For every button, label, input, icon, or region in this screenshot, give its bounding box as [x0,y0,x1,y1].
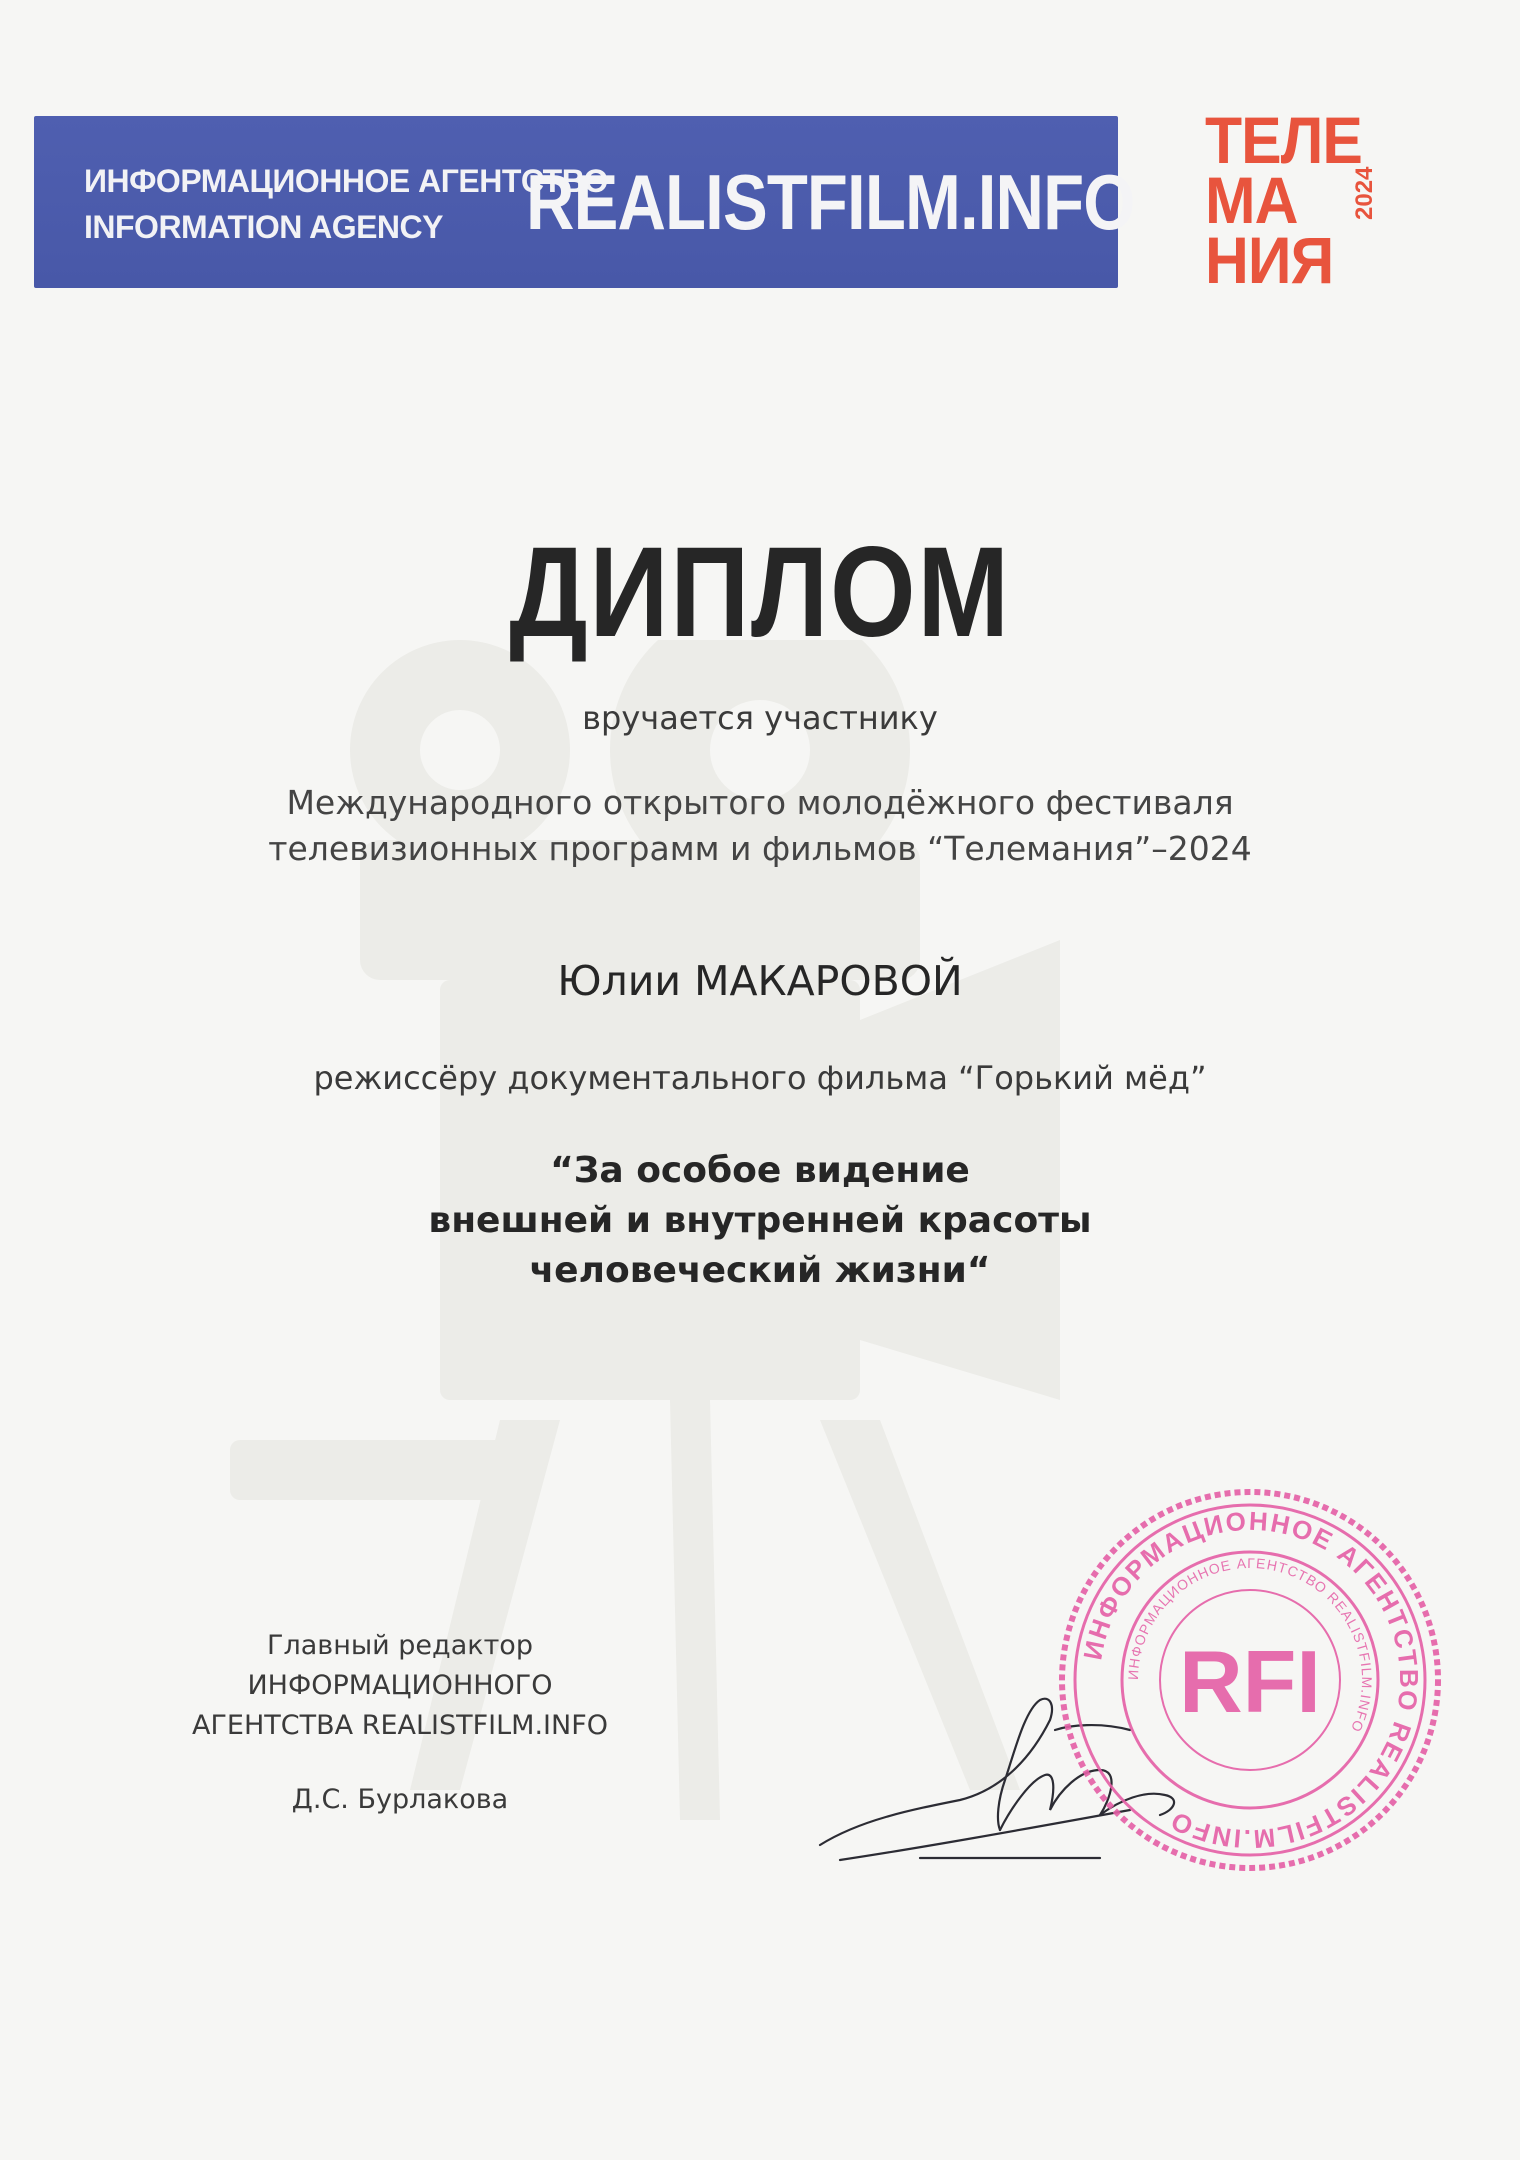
agency-banner [34,116,1135,288]
signatory-position-line-3: АГЕНТСТВА REALISTFILM.INFO [192,1710,608,1741]
telemania-logo-line-1: ТЕЛЕ [1205,103,1363,177]
agency-name-ru: ИНФОРМАЦИОННОЕ АГЕНТСТВО [84,163,608,199]
signatory-position-line-1: Главный редактор [267,1630,533,1661]
signatory-position [140,1626,660,1746]
agency-brand: REALISTFILM.INFO [526,158,1135,246]
telemania-logo-year: 2024 [1351,166,1378,220]
festival-line-1: Международного открытого молодёжного фестиваля [286,783,1234,822]
award-line-2: внешней и внутренней красоты [428,1200,1092,1241]
award-text [0,1146,1520,1296]
telemania-logo-line-3: НИЯ [1205,223,1334,297]
rfi-seal-stamp [1050,1480,1450,1880]
diploma-subtitle: вручается участнику [582,699,938,737]
telemania-logo-line-2: МА [1205,163,1298,237]
recipient-name: Юлии МАКАРОВОЙ [557,957,963,1005]
diploma-title: ДИПЛОМ [509,521,1011,664]
festival-description [0,780,1520,872]
agency-name-en: INFORMATION AGENCY [84,209,443,245]
seal-center-text: RFI [1179,1632,1321,1731]
signatory-name: Д.С. Бурлакова [291,1784,509,1815]
award-line-1: “За особое видение [550,1150,970,1191]
seal-inner-text: ИНФОРМАЦИОННОЕ АГЕНТСТВО REALISTFILM.INFO [1124,1554,1376,1736]
award-line-3: человеческий жизни“ [529,1250,991,1291]
seal-outer-text: ИНФОРМАЦИОННОЕ АГЕНТСТВО REALISTFILM.INFO [1077,1505,1425,1855]
signatory-position-line-2: ИНФОРМАЦИОННОГО [247,1670,553,1701]
telemania-logo [1205,103,1378,300]
recipient-role: режиссёру документального фильма “Горький мёд” [313,1059,1207,1097]
festival-line-2: телевизионных программ и фильмов “Телемания”–2024 [268,829,1252,868]
